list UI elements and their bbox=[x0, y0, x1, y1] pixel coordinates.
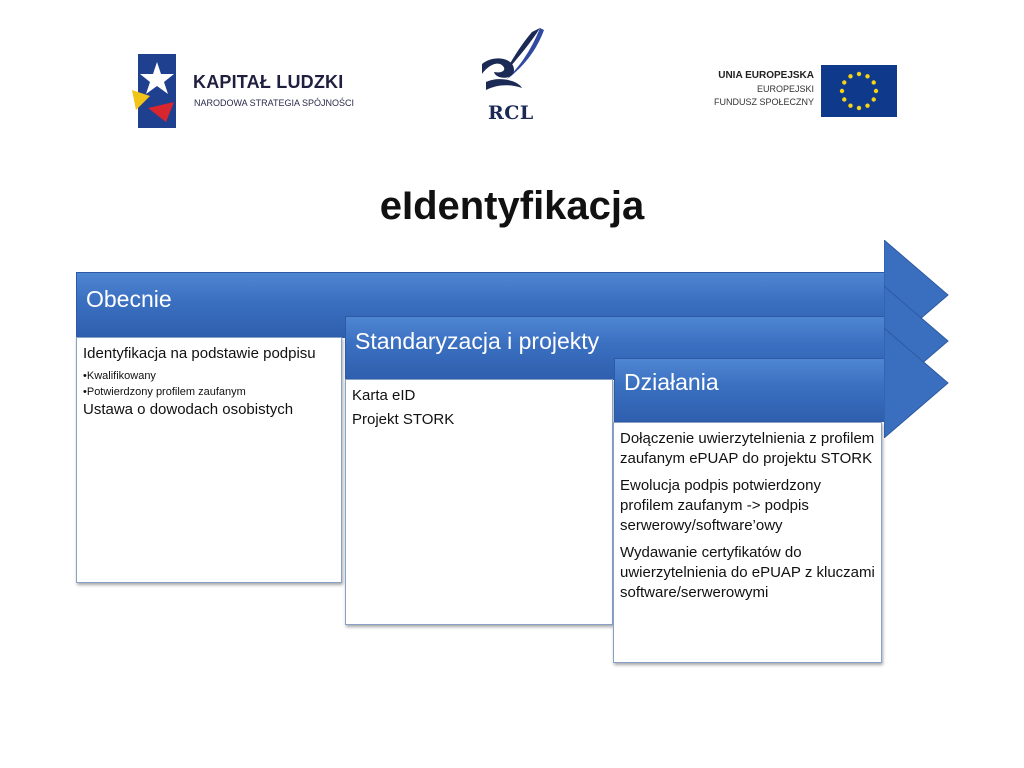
eu-logo bbox=[700, 60, 900, 120]
list-item: •Potwierdzony profilem zaufanym bbox=[83, 386, 246, 398]
eu-star bbox=[840, 89, 844, 93]
kapital-ludzki-subtitle: NARODOWA STRATEGIA SPÓJNOŚCI bbox=[194, 98, 355, 108]
eu-line-3: FUNDUSZ SPOŁECZNY bbox=[713, 97, 814, 107]
list-item: •Kwalifikowany bbox=[83, 370, 156, 382]
slide-title: eIdentyfikacja bbox=[379, 184, 645, 228]
list-item: Wydawanie certyfikatów do uwierzytelnienia do ePUAP z kluczami software/serwerowymi bbox=[620, 544, 875, 601]
stage-box-obecnie bbox=[76, 337, 342, 583]
list-item: Ewolucja podpis potwierdzony profilem zaufanym -> podpis serwerowy/software’owy bbox=[620, 477, 821, 534]
eu-line-2: EUROPEJSKI bbox=[756, 84, 814, 94]
eu-star bbox=[857, 106, 861, 110]
list-item: Ustawa o dowodach osobistych bbox=[83, 401, 294, 418]
stage-box-standaryzacja bbox=[345, 379, 613, 625]
eu-star bbox=[872, 80, 876, 84]
eu-flag-icon bbox=[821, 65, 897, 117]
kapital-ludzki-logo bbox=[128, 50, 368, 132]
eu-star bbox=[848, 74, 852, 78]
eu-star bbox=[842, 80, 846, 84]
stage-label: Standaryzacja i projekty bbox=[355, 328, 600, 354]
eu-star bbox=[842, 97, 846, 101]
list-item: Dołączenie uwierzytelnienia z profilem zaufanym ePUAP do projektu STORK bbox=[620, 430, 875, 467]
quill-icon bbox=[470, 24, 560, 104]
stage-box-dzialania bbox=[613, 422, 882, 663]
kapital-ludzki-title: KAPITAŁ LUDZKI bbox=[193, 72, 344, 92]
list-item: Karta eID bbox=[352, 387, 416, 404]
eu-star bbox=[857, 72, 861, 76]
rcl-text: RCL bbox=[488, 102, 534, 124]
eu-star bbox=[865, 104, 869, 108]
rcl-logo bbox=[470, 24, 560, 130]
eu-star bbox=[848, 104, 852, 108]
eu-star bbox=[874, 89, 878, 93]
list-item: Projekt STORK bbox=[352, 411, 455, 428]
stage-label: Obecnie bbox=[86, 286, 172, 312]
eu-line-1: UNIA EUROPEJSKA bbox=[718, 70, 814, 81]
eu-star bbox=[865, 74, 869, 78]
arrow-head-icon bbox=[884, 328, 952, 438]
kapital-ludzki-star-icon bbox=[128, 50, 188, 132]
eu-star bbox=[872, 97, 876, 101]
list-item: Identyfikacja na podstawie podpisu bbox=[83, 345, 316, 362]
stage-label: Działania bbox=[624, 369, 719, 395]
